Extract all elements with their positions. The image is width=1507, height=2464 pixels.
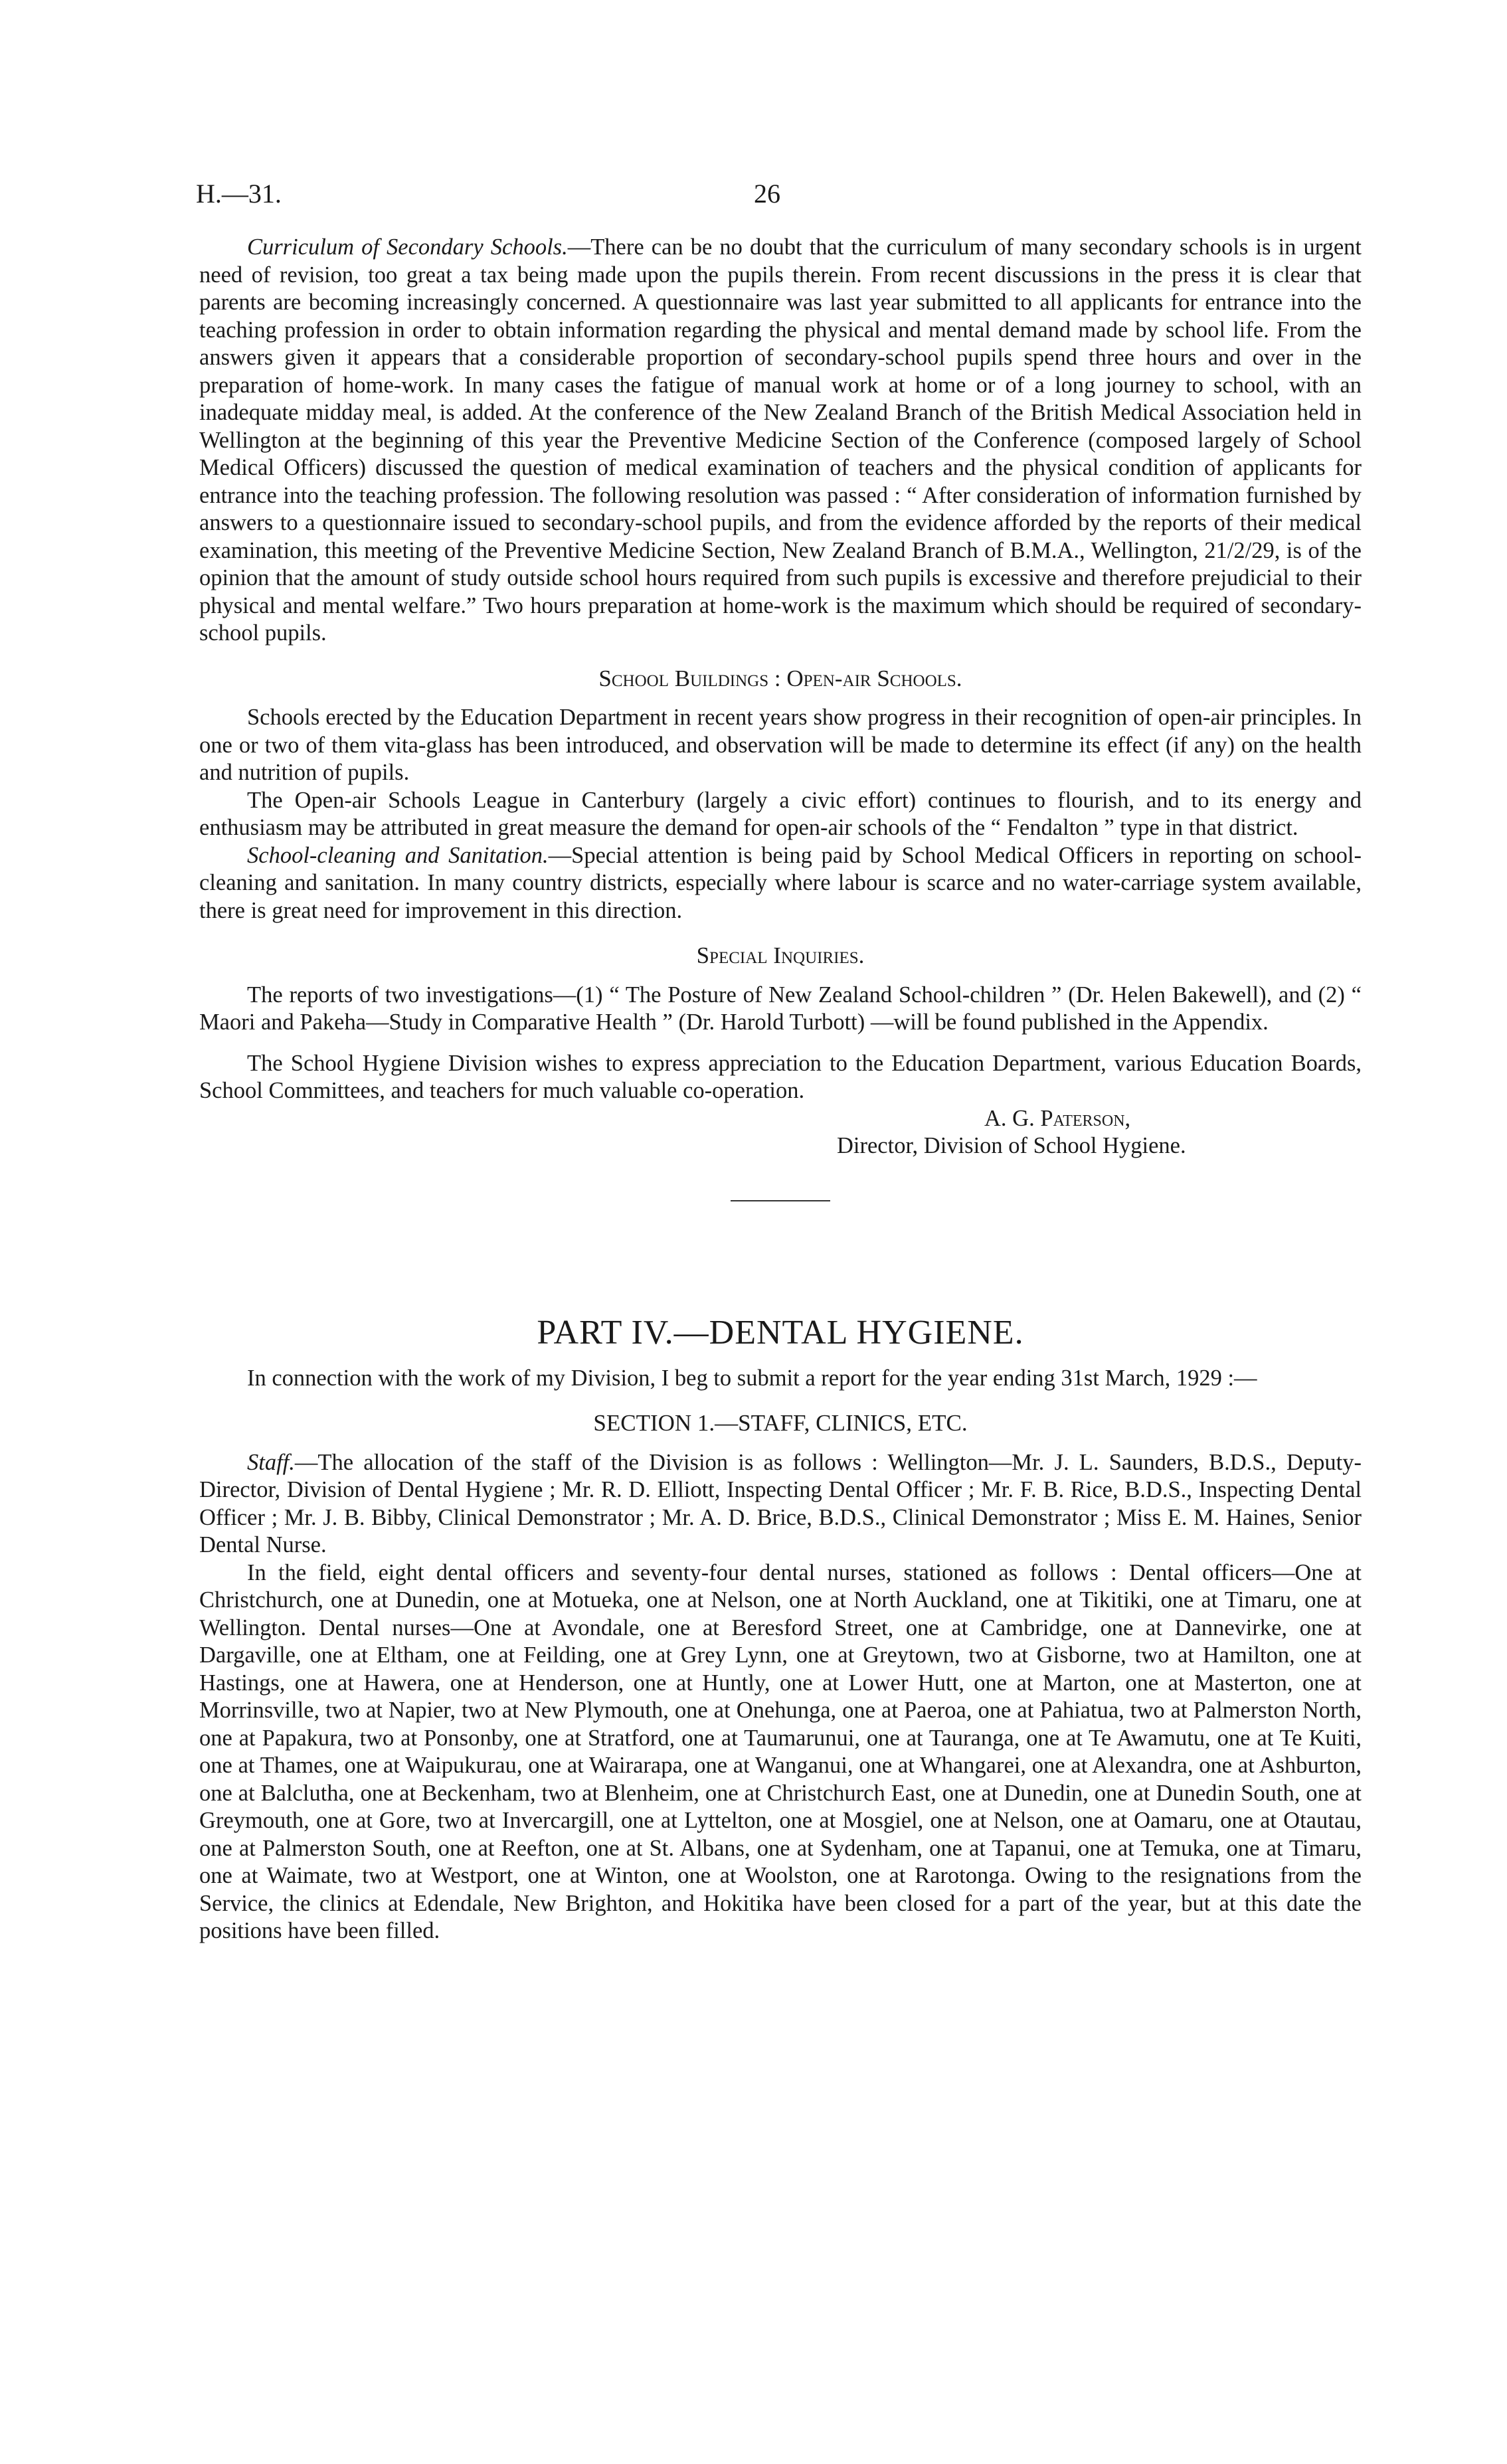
cleaning-paragraph xyxy=(199,842,1362,925)
buildings-paragraph-1: Schools erected by the Education Department in recent years show progress in their recognition of open-air principles. In one or two of them vita-glass has been introduced, and observation will be made to determine its effect (if any) on the health and nutrition of pupils. xyxy=(199,705,1362,785)
curriculum-text: —There can be no doubt that the curriculum of many secondary schools is in urgent need of revision, too great a tax being made upon the pupils therein. From recent discussions in the press it is clear that parents are becoming increasingly concerned. A questionnaire was last year submitted to all applicants for entrance into the teaching profession in order to obtain information regarding the physical and mental demand made by school life. From the answers given it appears that a considerable proportion of secondary-school pupils spend three hours and over in the preparation of home-work. In many cases the fatigue of manual work at home or of a long journey to school, with an inadequate midday meal, is added. At the conference of the New Zealand Branch of the British Medical Association held in Wellington at the beginning of this year the Preventive Medicine Section of the Conference (composed largely of School Medical Officers) discussed the question of medical examination of teachers and the physical condition of applicants for entrance into the teaching profession. The following resolution was passed : “ After consideration of information furnished by answers to a questionnaire issued to secondary-school pupils, and from the evidence afforded by the reports of their medical examination, this meeting of the Preventive Medicine Section, New Zealand Branch of B.M.A., Wellington, 21/2/29, is of the opinion that the amount of study outside school hours required from such pupils is excessive and therefore prejudicial to their physical and mental welfare.” Two hours preparation at home-work is the maximum which should be required of secondary-school pupils. xyxy=(199,234,1362,646)
section-heading: SECTION 1.—STAFF, CLINICS, ETC. xyxy=(593,1410,968,1436)
signature-title: Director, Division of School Hygiene. xyxy=(837,1133,1186,1158)
section-divider xyxy=(731,1200,830,1201)
appreciation-paragraph: The School Hygiene Division wishes to express appreciation to the Education Department, various Education Boards, School Committees, and teachers for much valuable co-operation. xyxy=(199,1050,1362,1103)
part-title: PART IV.—DENTAL HYGIENE. xyxy=(537,1313,1024,1352)
signature-name: A. G. Paterson, xyxy=(984,1105,1131,1131)
staff-text: —The allocation of the staff of the Division is as follows : Wellington—Mr. J. L. Saunders, B.D.S., Deputy-Director, Division of Dental Hygiene ; Mr. R. D. Elliott, Inspecting Dental Officer ; Mr. F. B. Rice, B.D.S., Inspecting Dental Officer ; Mr. J. B. Bibby, Clinical Demonstrator ; Mr. A. D. Brice, B.D.S., Clinical Demonstrator ; Miss E. M. Haines, Senior Dental Nurse. xyxy=(199,1449,1362,1557)
buildings-paragraph-2: The Open-air Schools League in Canterbury (largely a civic effort) continues to flourish, and to its energy and enthusiasm may be attributed in great measure the demand for open-air schools of the “ Fendalton ” type in that district. xyxy=(199,787,1362,840)
page-content xyxy=(199,234,1362,1945)
field-paragraph: In the field, eight dental officers and seventy-four dental nurses, stationed as follows : Dental officers—One at Christchurch, one at Dunedin, one at Motueka, one at Nelson, one at North Auckland, one at Tikitiki, one at Timaru, one at Wellington. Dental nurses—One at Avondale, one at Beresford Street, one at Cambridge, one at Dannevirke, one at Dargaville, one at Eltham, one at Feilding, one at Grey Lynn, one at Greytown, two at Gisborne, two at Hamilton, one at Hastings, one at Hawera, one at Henderson, one at Huntly, one at Lower Hutt, one at Marton, one at Masterton, one at Morrinsville, two at Napier, two at New Plymouth, one at Onehunga, one at Paeroa, one at Pahiatua, two at Palmerston North, one at Papakura, two at Ponsonby, one at Stratford, one at Taumarunui, one at Tauranga, one at Te Awamutu, one at Te Kuiti, one at Thames, one at Waipukurau, one at Wairarapa, one at Wanganui, one at Whangarei, one at Alexandra, one at Ashburton, one at Balclutha, one at Beckenham, two at Blenheim, one at Christchurch East, one at Dunedin, one at Dunedin South, one at Greymouth, one at Gore, two at Invercargill, one at Lyttelton, one at Mosgiel, one at Nelson, one at Oamaru, one at Otautau, one at Palmerston South, one at Reefton, one at St. Albans, one at Sydenham, one at Tapanui, one at Temuka, one at Timaru, one at Waimate, two at Westport, one at Winton, one at Woolston, one at Rarotonga. Owing to the resignations from the Service, the clinics at Edendale, New Brighton, and Hokitika have been closed for a part of the year, but at this date the positions have been filled. xyxy=(199,1559,1362,1943)
part-intro: In connection with the work of my Division, I beg to submit a report for the year ending 31st March, 1929 :— xyxy=(247,1365,1257,1391)
staff-title: Staff. xyxy=(247,1449,295,1475)
buildings-heading: School Buildings : Open-air Schools. xyxy=(598,665,962,691)
cleaning-text: —Special attention is being paid by School Medical Officers in reporting on school-cleaning and sanitation. In many country districts, especially where labour is scarce and no water-carriage system available, there is great need for improvement in this direction. xyxy=(199,842,1362,923)
staff-paragraph xyxy=(199,1449,1362,1559)
cleaning-title: School-cleaning and Sanitation. xyxy=(247,842,549,868)
page-header xyxy=(196,178,1365,218)
page-number: 26 xyxy=(754,179,780,209)
inquiries-paragraph-1: The reports of two investigations—(1) “ The Posture of New Zealand School-children ” (Dr. Helen Bakewell), and (2) “ Maori and Pakeha—Study in Comparative Health ” (Dr. Harold Turbott) —will be found published in the Appendix. xyxy=(199,982,1362,1035)
document-reference: H.—31. xyxy=(196,179,282,209)
curriculum-paragraph xyxy=(199,234,1362,648)
signature-block xyxy=(837,1105,1362,1160)
curriculum-title: Curriculum of Secondary Schools. xyxy=(247,234,568,260)
inquiries-heading: Special Inquiries. xyxy=(696,942,865,968)
